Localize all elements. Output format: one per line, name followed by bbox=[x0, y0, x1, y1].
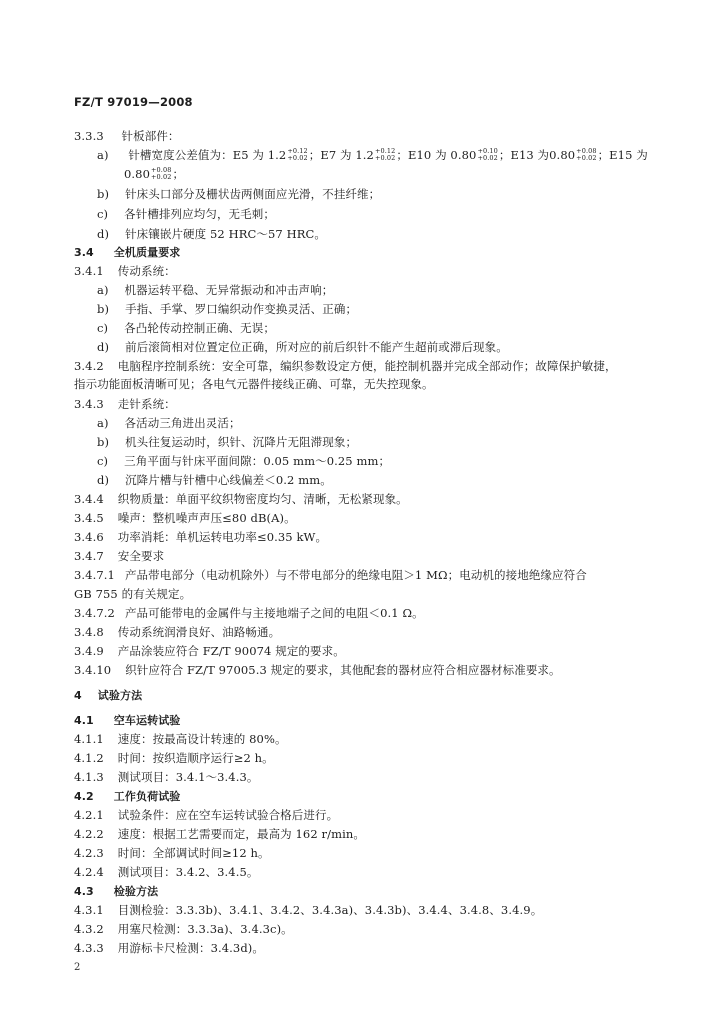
clause-text: 目测检验：3.3.3b)、3.4.1、3.4.2、3.4.3a)、3.4.3b)、3.4.4、3.4.8、3.4.9。 bbox=[117, 903, 543, 917]
list-item-line bbox=[97, 415, 241, 431]
clause-number: 4 bbox=[74, 689, 82, 702]
heading-text: 空车运转试验 bbox=[113, 714, 181, 727]
heading-text: 全机质量要求 bbox=[113, 246, 181, 259]
list-item-line bbox=[97, 206, 275, 222]
clause-line bbox=[74, 940, 264, 956]
continuation-text: 0.80 bbox=[124, 167, 151, 181]
clause-number: 3.4.3 bbox=[74, 397, 104, 411]
clause-line bbox=[74, 750, 274, 766]
clause-line bbox=[74, 605, 424, 621]
list-text: 前后滚筒相对位置定位正确，所对应的前后织针不能产生超前或滞后现象。 bbox=[125, 340, 508, 354]
clause-text: 试验条件：应在空车运转试验合格后进行。 bbox=[117, 808, 339, 822]
clause-line bbox=[74, 548, 164, 564]
continuation-text: GB 755 的有关规定。 bbox=[74, 587, 192, 601]
list-item-line bbox=[97, 301, 357, 317]
section-heading bbox=[74, 687, 142, 704]
list-label: b) bbox=[97, 435, 110, 449]
clause-number: 3.4.7.2 bbox=[74, 606, 115, 620]
tolerance: +0.12 +0.02 bbox=[374, 147, 396, 162]
heading-text: 试验方法 bbox=[97, 689, 143, 702]
clause-line bbox=[74, 491, 408, 507]
clause-number: 3.4.2 bbox=[74, 359, 104, 373]
clause-line bbox=[74, 662, 561, 678]
list-item-line bbox=[97, 339, 508, 355]
clause-line bbox=[74, 845, 270, 861]
clause-text: 走针系统： bbox=[117, 397, 176, 411]
clause-number: 4.2.3 bbox=[74, 846, 104, 860]
clause-line bbox=[74, 128, 180, 144]
clause-line bbox=[74, 396, 176, 412]
clause-number: 4.1.3 bbox=[74, 770, 104, 784]
clause-number: 3.4 bbox=[74, 246, 94, 259]
heading-text: 工作负荷试验 bbox=[113, 790, 181, 803]
clause-line bbox=[74, 902, 542, 918]
list-text: 各活动三角进出灵活； bbox=[124, 416, 241, 430]
list-text: 针床镶嵌片硬度 52 HRC～57 HRC。 bbox=[125, 227, 326, 241]
clause-number: 4.2.4 bbox=[74, 865, 104, 879]
list-text: 沉降片槽与针槽中心线偏差＜0.2 mm。 bbox=[125, 473, 332, 487]
clause-line bbox=[74, 529, 327, 545]
list-text: 手指、手掌、罗口编织动作变换灵活、正确； bbox=[125, 302, 358, 316]
clause-text: 产品带电部分（电动机除外）与不带电部分的绝缘电阻＞1 MΩ；电动机的接地绝缘应符合 bbox=[124, 568, 587, 582]
list-label: b) bbox=[97, 187, 110, 201]
list-label: d) bbox=[97, 340, 110, 354]
list-item-line bbox=[97, 186, 380, 202]
list-label: d) bbox=[97, 473, 110, 487]
tolerance: +0.08 +0.02 bbox=[576, 147, 597, 162]
clause-number: 4.2.1 bbox=[74, 808, 104, 822]
clause-number: 4.3.3 bbox=[74, 941, 104, 955]
list-item-line bbox=[97, 320, 275, 336]
list-continuation-line: 0.80 +0.08 +0.02 ； bbox=[124, 166, 185, 181]
list-text: 各凸轮传动控制正确、无误； bbox=[124, 321, 275, 335]
clause-line bbox=[74, 921, 293, 937]
clause-number: 3.4.7 bbox=[74, 549, 104, 563]
clause-text: 测试项目：3.4.2、3.4.5。 bbox=[117, 865, 259, 879]
list-label: d) bbox=[97, 227, 110, 241]
list-text: 各针槽排列应均匀，无毛刺； bbox=[124, 207, 275, 221]
clause-text: 用塞尺检测：3.3.3a)、3.4.3c)。 bbox=[117, 922, 293, 936]
list-item-line bbox=[97, 434, 357, 450]
clause-text: 功率消耗：单机运转电功率≤0.35 kW。 bbox=[117, 530, 328, 544]
list-label: b) bbox=[97, 302, 110, 316]
tolerance: +0.10 +0.02 bbox=[477, 147, 498, 162]
clause-line bbox=[74, 567, 587, 583]
list-item-line bbox=[97, 282, 333, 298]
clause-text: 传动系统： bbox=[117, 264, 176, 278]
list-label: c) bbox=[97, 454, 109, 468]
tolerance: +0.12 +0.02 bbox=[287, 147, 308, 162]
clause-number: 3.4.5 bbox=[74, 511, 104, 525]
clause-line bbox=[74, 807, 338, 823]
clause-line bbox=[74, 510, 296, 526]
clause-line bbox=[74, 864, 259, 880]
clause-text: 针板部件： bbox=[121, 129, 180, 143]
list-label: c) bbox=[97, 321, 109, 335]
clause-number: 4.3 bbox=[74, 885, 94, 898]
clause-text: 用游标卡尺检测：3.4.3d)。 bbox=[117, 941, 264, 955]
page-number: 2 bbox=[74, 962, 81, 973]
list-label: c) bbox=[97, 207, 109, 221]
clause-text: 速度：按最高设计转速的 80%。 bbox=[117, 732, 287, 746]
clause-text: 织针应符合 FZ/T 97005.3 规定的要求，其他配套的器材应符合相应器材标准要求。 bbox=[125, 663, 561, 677]
section-heading bbox=[74, 244, 180, 261]
clause-number: 4.2.2 bbox=[74, 827, 104, 841]
clause-number: 4.2 bbox=[74, 790, 94, 803]
clause-number: 3.4.10 bbox=[74, 663, 112, 677]
clause-line bbox=[74, 263, 176, 279]
list-label: a) bbox=[97, 283, 109, 297]
clause-line bbox=[74, 643, 345, 659]
clause-text: 测试项目：3.4.1～3.4.3。 bbox=[117, 770, 259, 784]
clause-line bbox=[74, 731, 287, 747]
clause-number: 3.4.9 bbox=[74, 644, 104, 658]
clause-text: 时间：全部调试时间≥12 h。 bbox=[117, 846, 270, 860]
standard-header: FZ/T 97019—2008 bbox=[74, 95, 193, 109]
list-text: 三角平面与针床平面间隙：0.05 mm～0.25 mm； bbox=[124, 454, 391, 468]
list-label: a) bbox=[97, 416, 109, 430]
list-item-line bbox=[97, 147, 648, 163]
clause-text: 电脑程序控制系统：安全可靠，编织参数设定方便，能控制机器并完成全部动作；故障保护敏捷， bbox=[117, 359, 617, 373]
tolerance: +0.08 +0.02 bbox=[151, 166, 172, 181]
list-item-line bbox=[97, 453, 390, 469]
list-text: 机器运转平稳、无异常振动和冲击声响； bbox=[124, 283, 334, 297]
clause-text: 产品涂装应符合 FZ/T 90074 规定的要求。 bbox=[117, 644, 345, 658]
list-text: 针床头口部分及栅状齿两侧面应光滑，不挂纤维； bbox=[125, 187, 381, 201]
clause-line bbox=[74, 769, 259, 785]
clause-number: 4.3.1 bbox=[74, 903, 104, 917]
section-heading bbox=[74, 883, 158, 900]
list-item-line bbox=[97, 226, 326, 242]
clause-number: 4.1.2 bbox=[74, 751, 104, 765]
clause-continuation bbox=[74, 586, 191, 602]
clause-text: 产品可能带电的金属件与主接地端子之间的电阻＜0.1 Ω。 bbox=[124, 606, 424, 620]
section-heading bbox=[74, 788, 180, 805]
heading-text: 检验方法 bbox=[113, 885, 159, 898]
list-label: a) bbox=[97, 148, 109, 162]
clause-number: 4.3.2 bbox=[74, 922, 104, 936]
continuation-text: 指示功能面板清晰可见；各电气元器件接线正确、可靠，无失控现象。 bbox=[74, 377, 434, 391]
list-text: 机头往复运动时，织针、沉降片无阻滞现象； bbox=[125, 435, 358, 449]
clause-text: 时间：按织造顺序运行≥2 h。 bbox=[117, 751, 274, 765]
clause-text: 织物质量：单面平纹织物密度均匀、清晰，无松紧现象。 bbox=[117, 492, 408, 506]
clause-number: 4.1.1 bbox=[74, 732, 104, 746]
clause-text: 传动系统润滑良好、油路畅通。 bbox=[117, 625, 281, 639]
section-heading bbox=[74, 712, 180, 729]
clause-line bbox=[74, 624, 280, 640]
clause-text: 安全要求 bbox=[117, 549, 165, 563]
clause-number: 3.4.4 bbox=[74, 492, 104, 506]
clause-text: 速度：根据工艺需要而定，最高为 162 r/min。 bbox=[117, 827, 365, 841]
clause-number: 3.4.8 bbox=[74, 625, 104, 639]
clause-number: 3.4.1 bbox=[74, 264, 104, 278]
clause-text: 噪声：整机噪声声压≤80 dB(A)。 bbox=[117, 511, 296, 525]
clause-number: 3.4.7.1 bbox=[74, 568, 115, 582]
list-item-line bbox=[97, 472, 332, 488]
clause-line bbox=[74, 358, 617, 374]
clause-line bbox=[74, 826, 365, 842]
list-text: 针槽宽度公差值为：E5 为 1.2 +0.12 +0.02 ；E7 为 1.2 +0.12 +0.02 ；E10 为 0.80 +0.10 +0.02 ；E13 为0.80 +0.08 +0.02 ；E15 为 bbox=[128, 147, 648, 162]
clause-number: 3.3.3 bbox=[74, 129, 104, 143]
clause-number: 4.1 bbox=[74, 714, 94, 727]
clause-number: 3.4.6 bbox=[74, 530, 104, 544]
clause-continuation bbox=[74, 376, 434, 392]
